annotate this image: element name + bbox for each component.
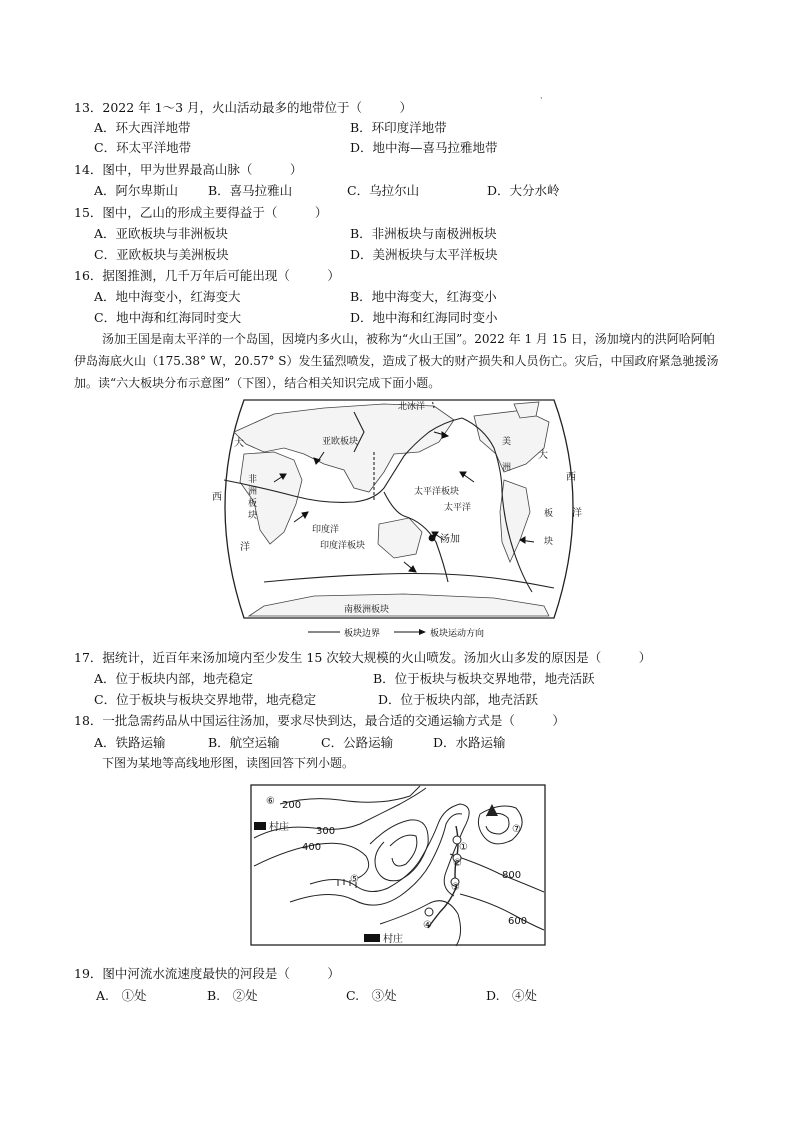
label-atlantic-left-3: 洋 bbox=[240, 542, 250, 553]
contour-200: 200 bbox=[282, 800, 302, 811]
q17-option-d[interactable]: D．位于板块内部，地壳活跃 bbox=[378, 692, 539, 707]
legend-arrow-icon bbox=[419, 629, 426, 635]
label-africa-1: 非 bbox=[248, 475, 258, 485]
label-indian-ocean: 印度洋 bbox=[312, 525, 340, 535]
q13-option-a[interactable]: A．环大西洋地带 bbox=[94, 120, 191, 135]
marker-2: ② bbox=[453, 858, 462, 869]
q15-option-c[interactable]: C．亚欧板块与美洲板块 bbox=[94, 247, 229, 262]
q18-option-d[interactable]: D．水路运输 bbox=[433, 735, 506, 750]
legend-boundary: 板块边界 bbox=[344, 629, 381, 639]
plate-map bbox=[204, 392, 594, 644]
label-atlantic-left-1: 大 bbox=[234, 438, 244, 449]
q14-option-c[interactable]: C．乌拉尔山 bbox=[347, 183, 420, 198]
legend-motion: 板块运动方向 bbox=[430, 629, 485, 639]
passage-topo: 下图为某地等高线地形图，读图回答下列小题。 bbox=[102, 756, 355, 770]
q16-option-d[interactable]: D．地中海和红海同时变小 bbox=[350, 310, 498, 325]
q16-option-a[interactable]: A．地中海变小，红海变大 bbox=[94, 289, 241, 304]
label-atlantic-right-1: 大 bbox=[538, 450, 548, 461]
q18-option-c[interactable]: C．公路运输 bbox=[321, 735, 394, 750]
marker-5: ⑤ bbox=[350, 874, 359, 885]
village-marker-2 bbox=[364, 934, 380, 942]
marker-3: ③ bbox=[451, 882, 460, 893]
q13-stem: 13．2022 年 1～3 月，火山活动最多的地带位于（ ） bbox=[74, 100, 413, 115]
label-tonga: 汤加 bbox=[440, 534, 460, 545]
label-eurasian-plate: 亚欧板块 bbox=[322, 437, 359, 447]
label-pacific-ocean: 太平洋 bbox=[444, 503, 472, 513]
label-antarctic-plate: 南极洲板块 bbox=[344, 605, 390, 615]
marker-4: ④ bbox=[423, 920, 432, 931]
label-atlantic-right-2: 西 bbox=[566, 472, 576, 483]
label-africa-3: 板 bbox=[248, 499, 258, 509]
contour-300: 300 bbox=[316, 826, 336, 837]
passage-tonga: 汤加王国是南太平洋的一个岛国，因境内多火山，被称为“火山王国”。2022 年 1 月 15 日，汤加境内的洪阿哈阿帕伊岛海底火山（175.38° W，20.57° S）发生猛烈喷发，造成了极大的财产损失和人员伤亡。灾后，中国政府紧急驰援汤加。读“六大板块分布示意图”（下图），结合相关知识完成下面小题。 bbox=[74, 332, 719, 390]
q13-option-d[interactable]: D．地中海—喜马拉雅地带 bbox=[350, 140, 498, 155]
q14-option-b[interactable]: B．喜马拉雅山 bbox=[208, 183, 293, 198]
q15-stem: 15．图中，乙山的形成主要得益于（ ） bbox=[74, 205, 328, 220]
label-america-1: 美 bbox=[502, 437, 512, 447]
label-africa-4: 块 bbox=[248, 511, 258, 521]
q19-option-b[interactable]: B. ②处 bbox=[207, 988, 258, 1003]
q13-option-c[interactable]: C．环太平洋地带 bbox=[94, 140, 192, 155]
label-arctic-ocean: 北冰洋 bbox=[398, 402, 426, 412]
label-america-4: 块 bbox=[544, 537, 554, 547]
q16-option-b[interactable]: B．地中海变大，红海变小 bbox=[350, 289, 497, 304]
q13-option-b[interactable]: B．环印度洋地带 bbox=[350, 120, 447, 135]
village-label-2: 村庄 bbox=[383, 934, 403, 945]
marker-7: ⑦ bbox=[512, 824, 521, 835]
q16-stem: 16．据图推测，几千万年后可能出现（ ） bbox=[74, 268, 340, 283]
q17-option-b[interactable]: B．位于板块与板块交界地带，地壳活跃 bbox=[373, 671, 595, 686]
village-label-1: 村庄 bbox=[269, 822, 289, 833]
label-pacific-plate: 太平洋板块 bbox=[414, 487, 460, 497]
q18-stem: 18．一批急需药品从中国运往汤加，要求尽快到达，最合适的交通运输方式是（ ） bbox=[74, 713, 565, 728]
q17-option-c[interactable]: C．位于板块与板块交界地带，地壳稳定 bbox=[94, 692, 317, 707]
label-america-3: 板 bbox=[544, 509, 554, 519]
contour-600: 600 bbox=[508, 916, 528, 927]
label-africa-2: 洲 bbox=[248, 487, 258, 497]
q15-option-d[interactable]: D．美洲板块与太平洋板块 bbox=[350, 247, 498, 262]
contour-map bbox=[250, 784, 546, 948]
contour-400: 400 bbox=[302, 842, 322, 853]
q19-stem: 19．图中河流水流速度最快的河段是（ ） bbox=[74, 966, 340, 981]
marker-6: ⑥ bbox=[266, 796, 275, 807]
label-america-2: 洲 bbox=[502, 463, 512, 473]
q18-option-b[interactable]: B．航空运输 bbox=[208, 735, 280, 750]
label-atlantic-left-2: 西 bbox=[212, 492, 222, 503]
q14-option-d[interactable]: D．大分水岭 bbox=[487, 183, 560, 198]
label-atlantic-right-3: 洋 bbox=[572, 508, 582, 519]
q19-option-a[interactable]: A. ①处 bbox=[96, 988, 147, 1003]
village-marker-1 bbox=[254, 822, 266, 830]
q14-option-a[interactable]: A．阿尔卑斯山 bbox=[94, 183, 179, 198]
q17-stem: 17．据统计，近百年来汤加境内至少发生 15 次较大规模的火山喷发。汤加火山多发的原因是（ ） bbox=[74, 650, 652, 665]
q17-option-a[interactable]: A．位于板块内部，地壳稳定 bbox=[94, 671, 254, 686]
q19-option-c[interactable]: C. ③处 bbox=[346, 988, 397, 1003]
q15-option-b[interactable]: B．非洲板块与南极洲板块 bbox=[350, 226, 497, 241]
q18-option-a[interactable]: A．铁路运输 bbox=[94, 735, 166, 750]
contour-800: 800 bbox=[502, 870, 522, 881]
q19-option-d[interactable]: D. ④处 bbox=[486, 988, 538, 1003]
q14-stem: 14．图中，甲为世界最高山脉（ ） bbox=[74, 162, 303, 177]
marker-1: ① bbox=[459, 842, 468, 853]
q16-option-c[interactable]: C．地中海和红海同时变大 bbox=[94, 310, 242, 325]
stray-dot: · bbox=[540, 94, 543, 103]
label-indian-plate: 印度洋板块 bbox=[320, 541, 366, 551]
q15-option-a[interactable]: A．亚欧板块与非洲板块 bbox=[94, 226, 229, 241]
